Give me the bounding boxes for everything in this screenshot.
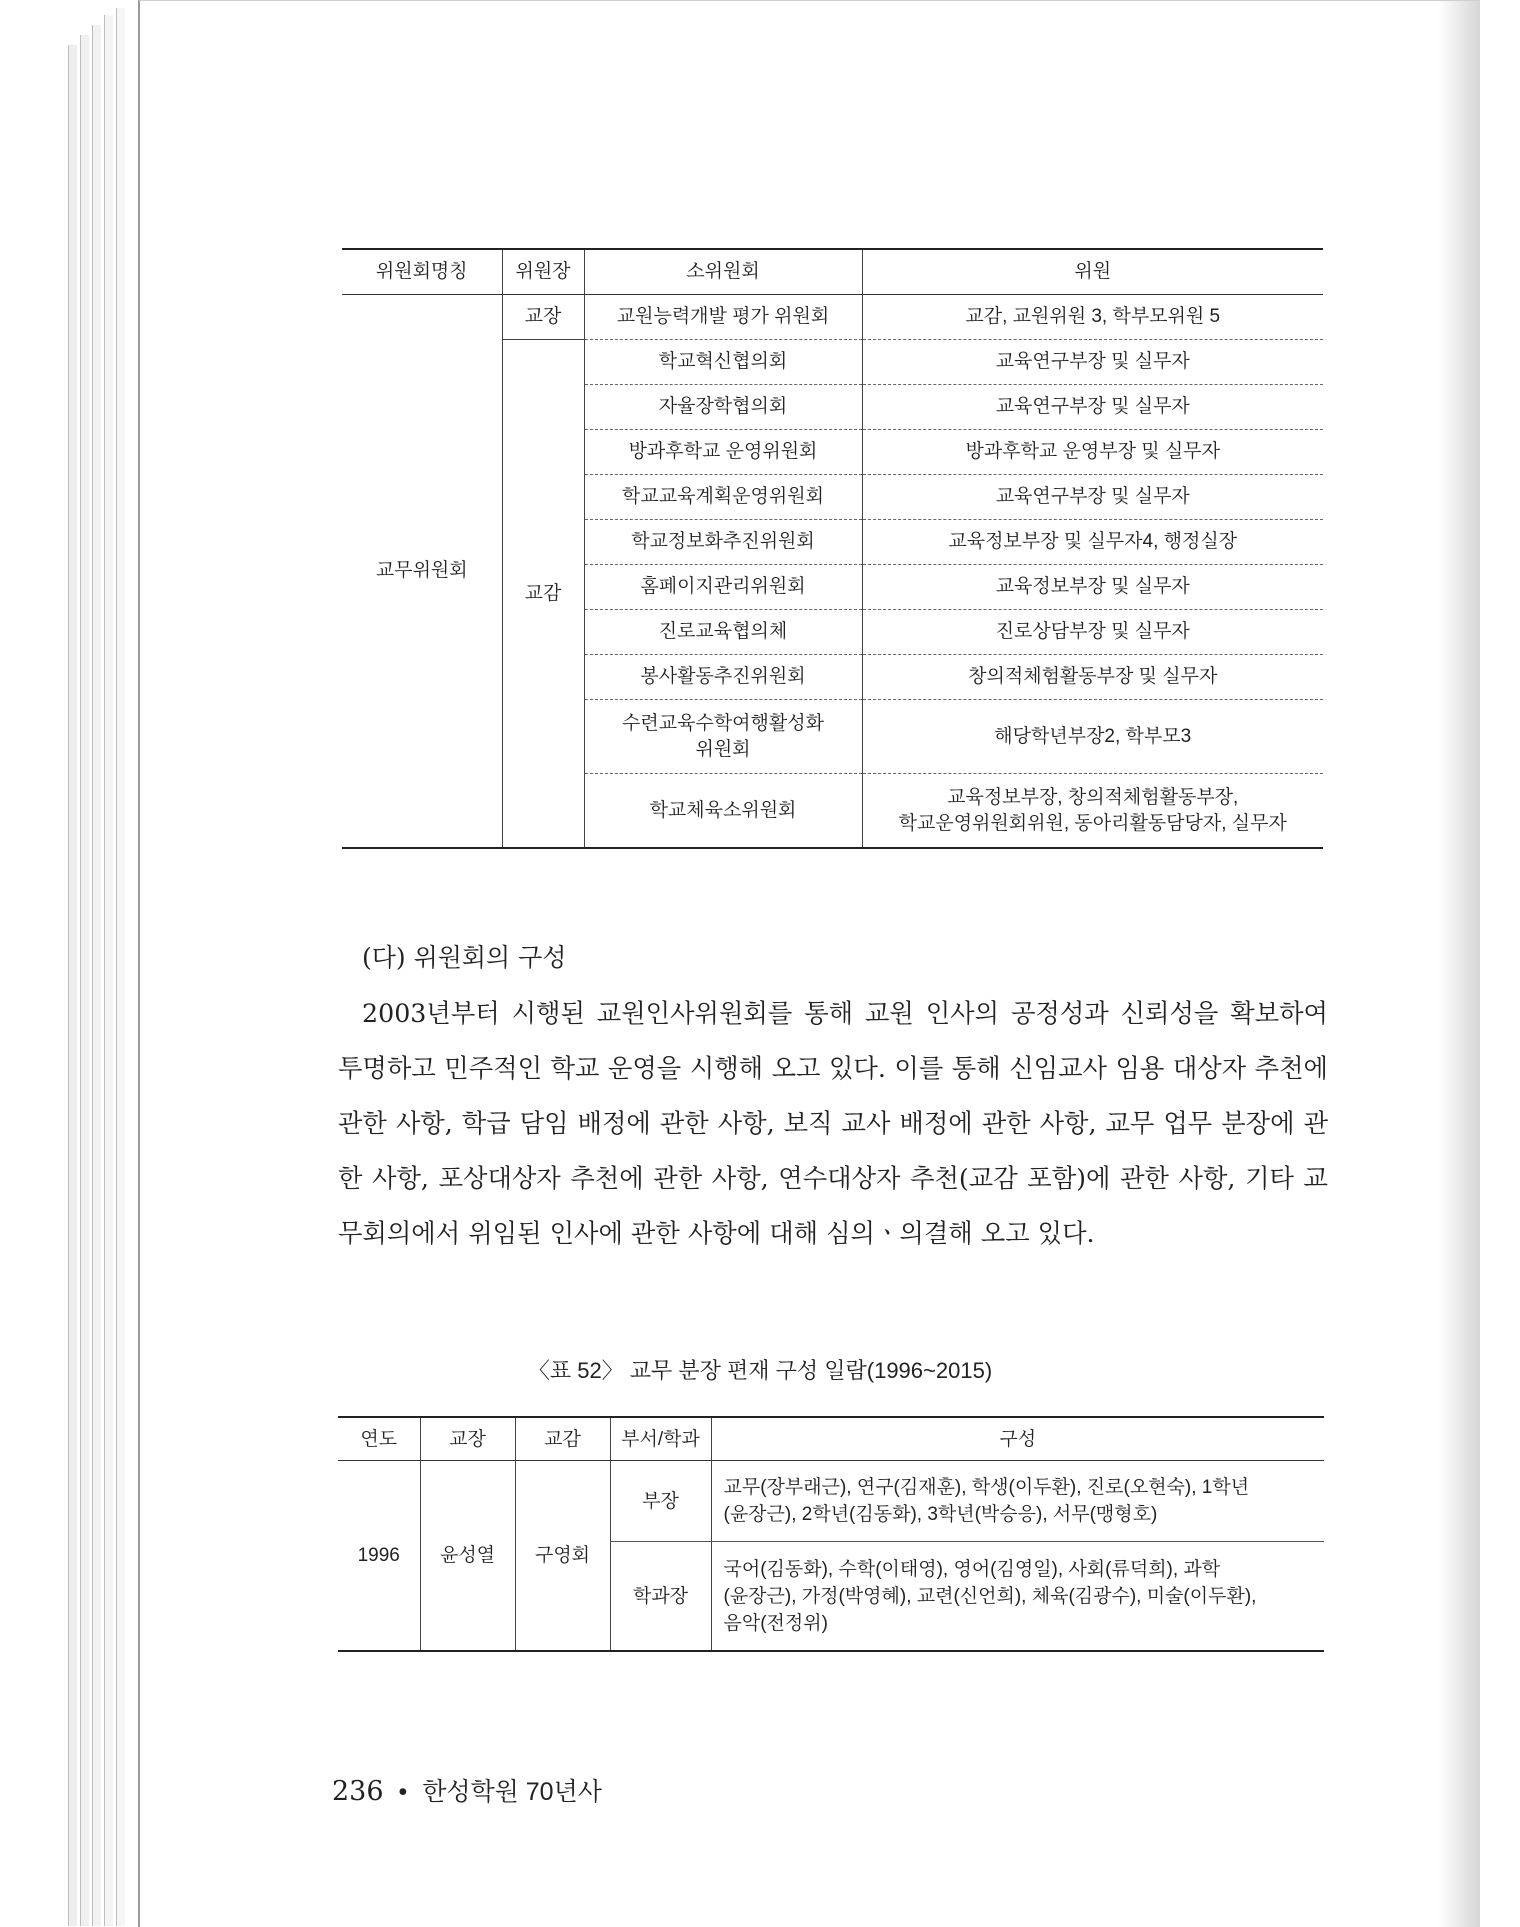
members-line: 교육정보부장, 창의적체험활동부장, bbox=[947, 786, 1239, 808]
header-chair: 위원장 bbox=[502, 249, 584, 295]
table-header-row bbox=[338, 1417, 1324, 1461]
composition-cell bbox=[711, 1461, 1324, 1542]
subcommittee-cell: 학교교육계획운영위원회 bbox=[584, 475, 862, 520]
header-members: 위원 bbox=[862, 249, 1323, 295]
header-department: 부서/학과 bbox=[610, 1417, 711, 1461]
subcommittee-cell: 자율장학협의회 bbox=[584, 385, 862, 430]
staff-table bbox=[338, 1416, 1324, 1652]
members-cell: 진로상담부장 및 실무자 bbox=[862, 610, 1323, 655]
page-edge bbox=[80, 35, 89, 1926]
subcommittee-cell: 봉사활동추진위원회 bbox=[584, 655, 862, 700]
table-caption: 〈표 52〉 교무 분장 편재 구성 일람(1996~2015) bbox=[527, 1358, 993, 1383]
book-title: 한성학원 70년사 bbox=[422, 1778, 602, 1806]
subcommittee-cell: 학교혁신협의회 bbox=[584, 340, 862, 385]
members-cell: 교육연구부장 및 실무자 bbox=[862, 475, 1323, 520]
table-row bbox=[342, 295, 1323, 340]
table-header-row bbox=[342, 249, 1323, 295]
principal-cell: 윤성열 bbox=[420, 1461, 515, 1652]
members-cell: 교육정보부장 및 실무자4, 행정실장 bbox=[862, 520, 1323, 565]
members-cell: 방과후학교 운영부장 및 실무자 bbox=[862, 430, 1323, 475]
page-number: 236 bbox=[332, 1776, 384, 1807]
committee-table bbox=[342, 248, 1323, 849]
header-principal: 교장 bbox=[420, 1417, 515, 1461]
members-cell bbox=[862, 774, 1323, 849]
page-edge bbox=[68, 45, 77, 1926]
header-composition: 구성 bbox=[711, 1417, 1324, 1461]
subcommittee-cell: 홈페이지관리위원회 bbox=[584, 565, 862, 610]
committee-name-cell: 교무위원회 bbox=[342, 295, 502, 849]
composition-line: 교무(장부래근), 연구(김재훈), 학생(이두환), 진로(오현숙), 1학년 bbox=[723, 1477, 1250, 1498]
composition-cell bbox=[711, 1542, 1324, 1652]
subcommittee-line: 위원회 bbox=[695, 738, 751, 760]
page-edge bbox=[104, 15, 113, 1926]
header-subcommittee: 소위원회 bbox=[584, 249, 862, 295]
department-cell: 부장 bbox=[610, 1461, 711, 1542]
department-cell: 학과장 bbox=[610, 1542, 711, 1652]
footer-bullet: • bbox=[398, 1778, 408, 1806]
members-cell: 창의적체험활동부장 및 실무자 bbox=[862, 655, 1323, 700]
table-row bbox=[338, 1461, 1324, 1542]
page-shadow bbox=[1438, 1, 1480, 1927]
chair-vice-cell: 교감 bbox=[502, 340, 584, 849]
members-cell: 교육정보부장 및 실무자 bbox=[862, 565, 1323, 610]
header-committee-name: 위원회명칭 bbox=[342, 249, 502, 295]
composition-line: 국어(김동화), 수학(이태영), 영어(김영일), 사회(류덕희), 과학 bbox=[723, 1558, 1221, 1580]
members-cell: 교육연구부장 및 실무자 bbox=[862, 385, 1323, 430]
subcommittee-cell bbox=[584, 700, 862, 774]
members-cell: 해당학년부장2, 학부모3 bbox=[862, 700, 1323, 774]
subcommittee-cell: 교원능력개발 평가 위원회 bbox=[584, 295, 862, 340]
page-edge bbox=[116, 8, 125, 1926]
year-cell: 1996 bbox=[338, 1461, 420, 1652]
subcommittee-cell: 학교체육소위원회 bbox=[584, 774, 862, 849]
page-footer bbox=[332, 1772, 602, 1808]
subcommittee-cell: 학교정보화추진위원회 bbox=[584, 520, 862, 565]
members-cell: 교육연구부장 및 실무자 bbox=[862, 340, 1323, 385]
members-line: 학교운영위원회위원, 동아리활동담당자, 실무자 bbox=[898, 812, 1287, 834]
subcommittee-cell: 방과후학교 운영위원회 bbox=[584, 430, 862, 475]
chair-principal-cell: 교장 bbox=[502, 295, 584, 340]
members-cell: 교감, 교원위원 3, 학부모위원 5 bbox=[862, 295, 1323, 340]
subcommittee-cell: 진로교육협의체 bbox=[584, 610, 862, 655]
section-heading: (다) 위원회의 구성 bbox=[362, 943, 567, 972]
subcommittee-line: 수련교육수학여행활성화 bbox=[622, 712, 824, 734]
header-year: 연도 bbox=[338, 1417, 420, 1461]
header-vice-principal: 교감 bbox=[515, 1417, 610, 1461]
composition-line: 음악(전정위) bbox=[723, 1612, 828, 1634]
composition-line: (윤장근), 2학년(김동화), 3학년(박승응), 서무(맹형호) bbox=[723, 1504, 1158, 1525]
body-paragraph: 2003년부터 시행된 교원인사위원회를 통해 교원 인사의 공정성과 신뢰성을 확보하여 투명하고 민주적인 학교 운영을 시행해 오고 있다. 이를 통해 신임교사 임용 대상자 추천에 관한 사항, 학급 담임 배정에 관한 사항, 보직 교사 배정에 관한 사항, 교무 업무 분장에 관한 사항, 포상대상자 추천에 관한 사항, 연수대상자 추천(교감 포함)에 관한 사항, 기타 교무회의에서 위임된 인사에 관한 사항에 대해 심의ㆍ의결해 오고 있다. bbox=[338, 999, 1328, 1248]
page-edge bbox=[92, 25, 101, 1926]
composition-line: (윤장근), 가정(박영혜), 교련(신언희), 체육(김광수), 미술(이두환), bbox=[723, 1585, 1257, 1607]
vice-principal-cell: 구영회 bbox=[515, 1461, 610, 1652]
